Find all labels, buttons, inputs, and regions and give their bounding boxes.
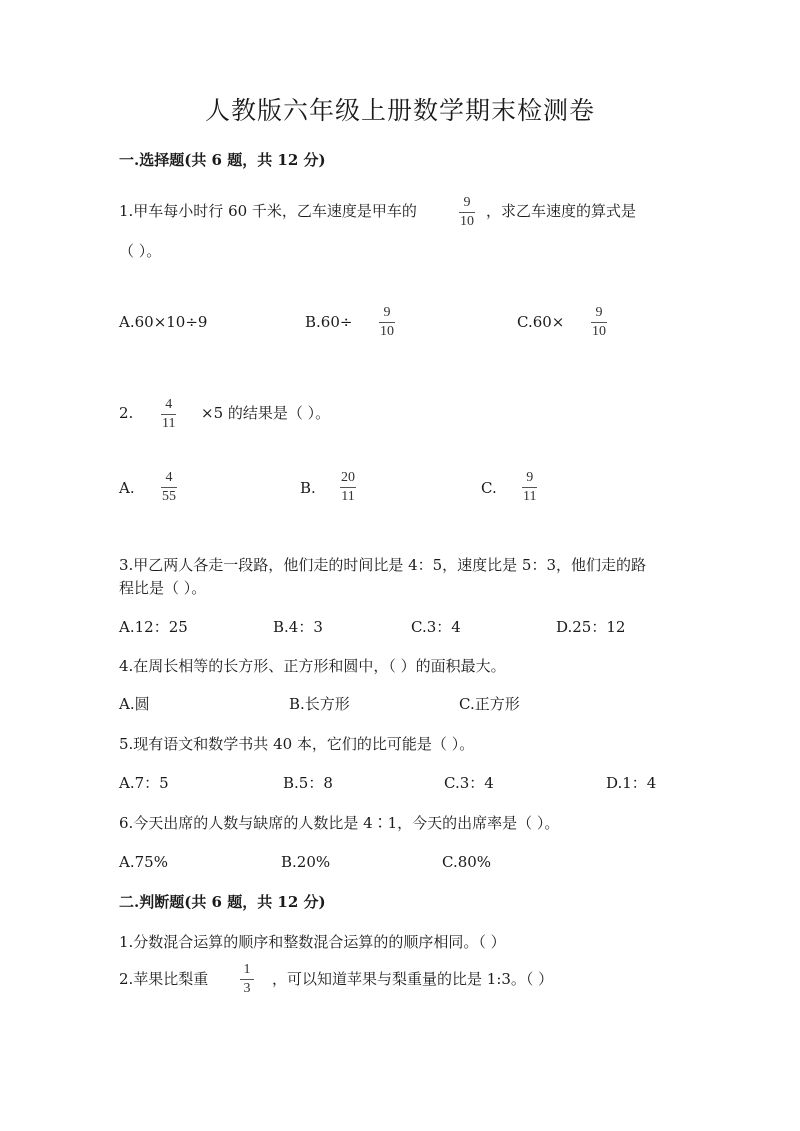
q2-fraction-numerator: 4 [165, 397, 173, 412]
q1-text-a: 1.甲车每小时行 60 千米，乙车速度是甲车的 [119, 202, 417, 220]
q4-option-b: B.长方形 [289, 695, 350, 713]
q1-text-b: ，求乙车速度的算式是 [486, 202, 637, 220]
q1-fraction [459, 195, 475, 229]
section-heading-judgment: 二.判断题(共 6 题，共 12 分) [119, 893, 326, 911]
q2-option-a: A. [119, 479, 135, 497]
q1-option-b-fraction [379, 305, 395, 339]
q2-option-c-numerator: 9 [526, 470, 534, 485]
q1-fraction-denominator: 10 [460, 214, 474, 229]
q2-text: ×5 的结果是（ ）。 [201, 404, 331, 422]
q6-option-c: C.80% [442, 853, 492, 871]
q1-option-c-numerator: 9 [595, 305, 603, 320]
q5-option-a: A.7：5 [119, 774, 169, 792]
q3-option-a: A.12：25 [119, 618, 188, 636]
q5-option-b: B.5：8 [283, 774, 333, 792]
q4-option-c: C.正方形 [459, 695, 520, 713]
q2-option-c-denominator: 11 [523, 489, 537, 504]
q2-prefix: 2. [119, 404, 134, 422]
section-heading-choice: 一.选择题(共 6 题，共 12 分) [119, 151, 326, 169]
q1-text-c: （ ）。 [119, 242, 162, 260]
q2-option-b-denominator: 11 [341, 489, 355, 504]
q3-line-2: 程比是（ ）。 [119, 579, 207, 597]
q6-option-b: B.20% [281, 853, 331, 871]
q3-option-b: B.4：3 [273, 618, 323, 636]
q2-option-c-fraction [522, 470, 537, 504]
q2-option-a-numerator: 4 [165, 470, 173, 485]
q2-option-a-denominator: 55 [162, 489, 176, 504]
j2-fraction-numerator: 1 [243, 962, 251, 977]
q1-option-b: B.60÷ [305, 313, 353, 331]
q2-option-a-fraction [161, 470, 177, 504]
q6-option-a: A.75% [119, 853, 168, 871]
q1-option-c-fraction [591, 305, 607, 339]
q3-option-c: C.3：4 [411, 618, 461, 636]
j2-fraction [240, 962, 254, 996]
j1-text: 1.分数混合运算的顺序和整数混合运算的的顺序相同。（ ） [119, 933, 506, 951]
q6-text: 6.今天出席的人数与缺席的人数比是 4∶1，今天的出席率是（ ）。 [119, 814, 560, 832]
q5-option-c: C.3：4 [444, 774, 494, 792]
q1-option-a: A.60×10÷9 [119, 313, 208, 331]
q2-fraction [161, 397, 176, 431]
q4-text: 4.在周长相等的长方形、正方形和圆中，（ ）的面积最大。 [119, 657, 506, 675]
q1-fraction-numerator: 9 [463, 195, 471, 210]
q2-option-b: B. [300, 479, 316, 497]
q2-option-c: C. [481, 479, 497, 497]
q1-option-b-numerator: 9 [383, 305, 391, 320]
q1-option-c-denominator: 10 [592, 324, 606, 339]
q4-option-a: A.圆 [119, 695, 150, 713]
j2-text-b: ，可以知道苹果与梨重量的比是 1:3。（ ） [272, 970, 554, 988]
j2-text-a: 2.苹果比梨重 [119, 970, 209, 988]
q1-option-c: C.60× [517, 313, 565, 331]
q3-line-1: 3.甲乙两人各走一段路，他们走的时间比是 4：5，速度比是 5：3，他们走的路 [119, 556, 647, 574]
q3-option-d: D.25：12 [556, 618, 626, 636]
q5-text: 5.现有语文和数学书共 40 本，它们的比可能是（ ）。 [119, 735, 475, 753]
page-title: 人教版六年级上册数学期末检测卷 [204, 96, 595, 125]
q5-option-d: D.1：4 [606, 774, 657, 792]
q2-option-b-numerator: 20 [341, 470, 355, 485]
q1-option-b-denominator: 10 [380, 324, 394, 339]
q2-option-b-fraction [340, 470, 356, 504]
j2-fraction-denominator: 3 [243, 981, 251, 996]
q2-fraction-denominator: 11 [162, 416, 176, 431]
